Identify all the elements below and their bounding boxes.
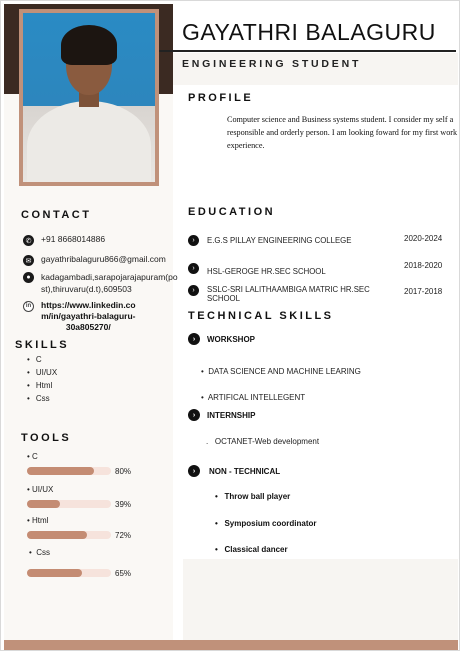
profile-photo-frame [19,9,159,186]
education-name: HSL-GEROGE HR.SEC SCHOOL [207,267,326,276]
contact-heading: CONTACT [21,209,92,221]
tool-label: • UI/UX [27,485,54,494]
tool-percent: 65% [115,569,132,578]
education-year: 2018-2020 [404,261,443,270]
tool-percent: 72% [115,531,132,540]
tool-label: • C [27,452,38,461]
non-technical-item: • Throw ball player [215,492,291,501]
linkedin-line-3[interactable]: 30a805270/ [65,322,111,332]
phone-icon: ✆ [23,235,34,246]
linkedin-line-1[interactable]: https://www.linkedin.co [41,300,136,310]
tool-bar-track [27,531,111,539]
chevron-right-icon: › [188,409,200,421]
profile-heading: PROFILE [188,92,254,104]
footer-band [4,640,458,650]
chevron-right-icon: › [188,263,199,274]
profile-photo [23,13,155,182]
skills-heading: SKILLS [15,339,70,351]
tool-label: • Css [29,548,51,557]
candidate-name: GAYATHRI BALAGURU [182,19,436,45]
linkedin-line-2[interactable]: m/in/gayathri-balaguru- [41,311,136,321]
tool-bar-fill [27,531,87,539]
education-heading: EDUCATION [188,206,276,218]
address-line-1: kadagambadi,sarapojarajapuram(po [41,272,178,282]
tool-bar-fill [27,569,82,577]
tools-heading: TOOLS [21,432,72,444]
workshop-item: • DATA SCIENCE AND MACHINE LEARING [201,367,361,376]
linkedin-icon: in [23,301,34,312]
skill-item: • Html [27,381,52,390]
technical-skills-heading: TECHNICAL SKILLS [188,310,334,322]
chevron-right-icon: › [188,285,199,296]
job-title: ENGINEERING STUDENT [182,58,362,70]
education-name: SSLC-SRI LALITHAAMBIGA MATRIC HR.SEC SCHOOL [207,285,370,303]
education-item [188,285,393,303]
contact-linkedin[interactable] [23,300,136,333]
tool-bar-track [27,467,111,475]
location-pin-icon: ● [23,272,34,283]
skill-item: • Css [27,394,50,403]
workshop-item: • ARTIFICAL INTELLEGENT [201,393,306,402]
chevron-right-icon: › [188,465,200,477]
email-text: gayathribalaguru866@gmail.com [41,254,166,264]
tool-bar-track [27,569,111,577]
tool-bar-fill [27,467,94,475]
education-year: 2020-2024 [404,234,443,243]
name-underline [159,50,456,52]
chevron-right-icon: › [188,235,199,246]
skill-item: • C [27,355,42,364]
non-technical-item: • Symposium coordinator [215,519,317,528]
bottom-right-band [183,559,458,640]
profile-text: Computer science and Business systems student. I consider my self a responsible and orderly person. I am looking foward for my first work experience. [227,115,458,150]
tool-bar-track [27,500,111,508]
contact-address [23,271,178,295]
non-technical-heading: › NON - TECHNICAL [188,465,280,477]
phone-text: +91 8668014886 [41,234,106,244]
tool-percent: 39% [115,500,132,509]
non-technical-item: • Classical dancer [215,545,288,554]
internship-item: . OCTANET-Web development [206,437,320,446]
tool-label: • Html [27,516,49,525]
skill-item: • UI/UX [27,368,57,377]
contact-email [23,254,166,266]
tool-percent: 80% [115,467,132,476]
address-line-2: st),thiruvaru(d.t),609503 [41,284,132,294]
education-name: E.G.S PILLAY ENGINEERING COLLEGE [207,236,352,245]
education-year: 2017-2018 [404,287,443,296]
contact-phone [23,234,105,246]
chevron-right-icon: › [188,333,200,345]
internship-heading: › INTERNSHIP [188,409,255,421]
tool-bar-fill [27,500,60,508]
email-icon: ✉ [23,255,34,266]
workshop-heading: › WORKSHOP [188,333,255,345]
